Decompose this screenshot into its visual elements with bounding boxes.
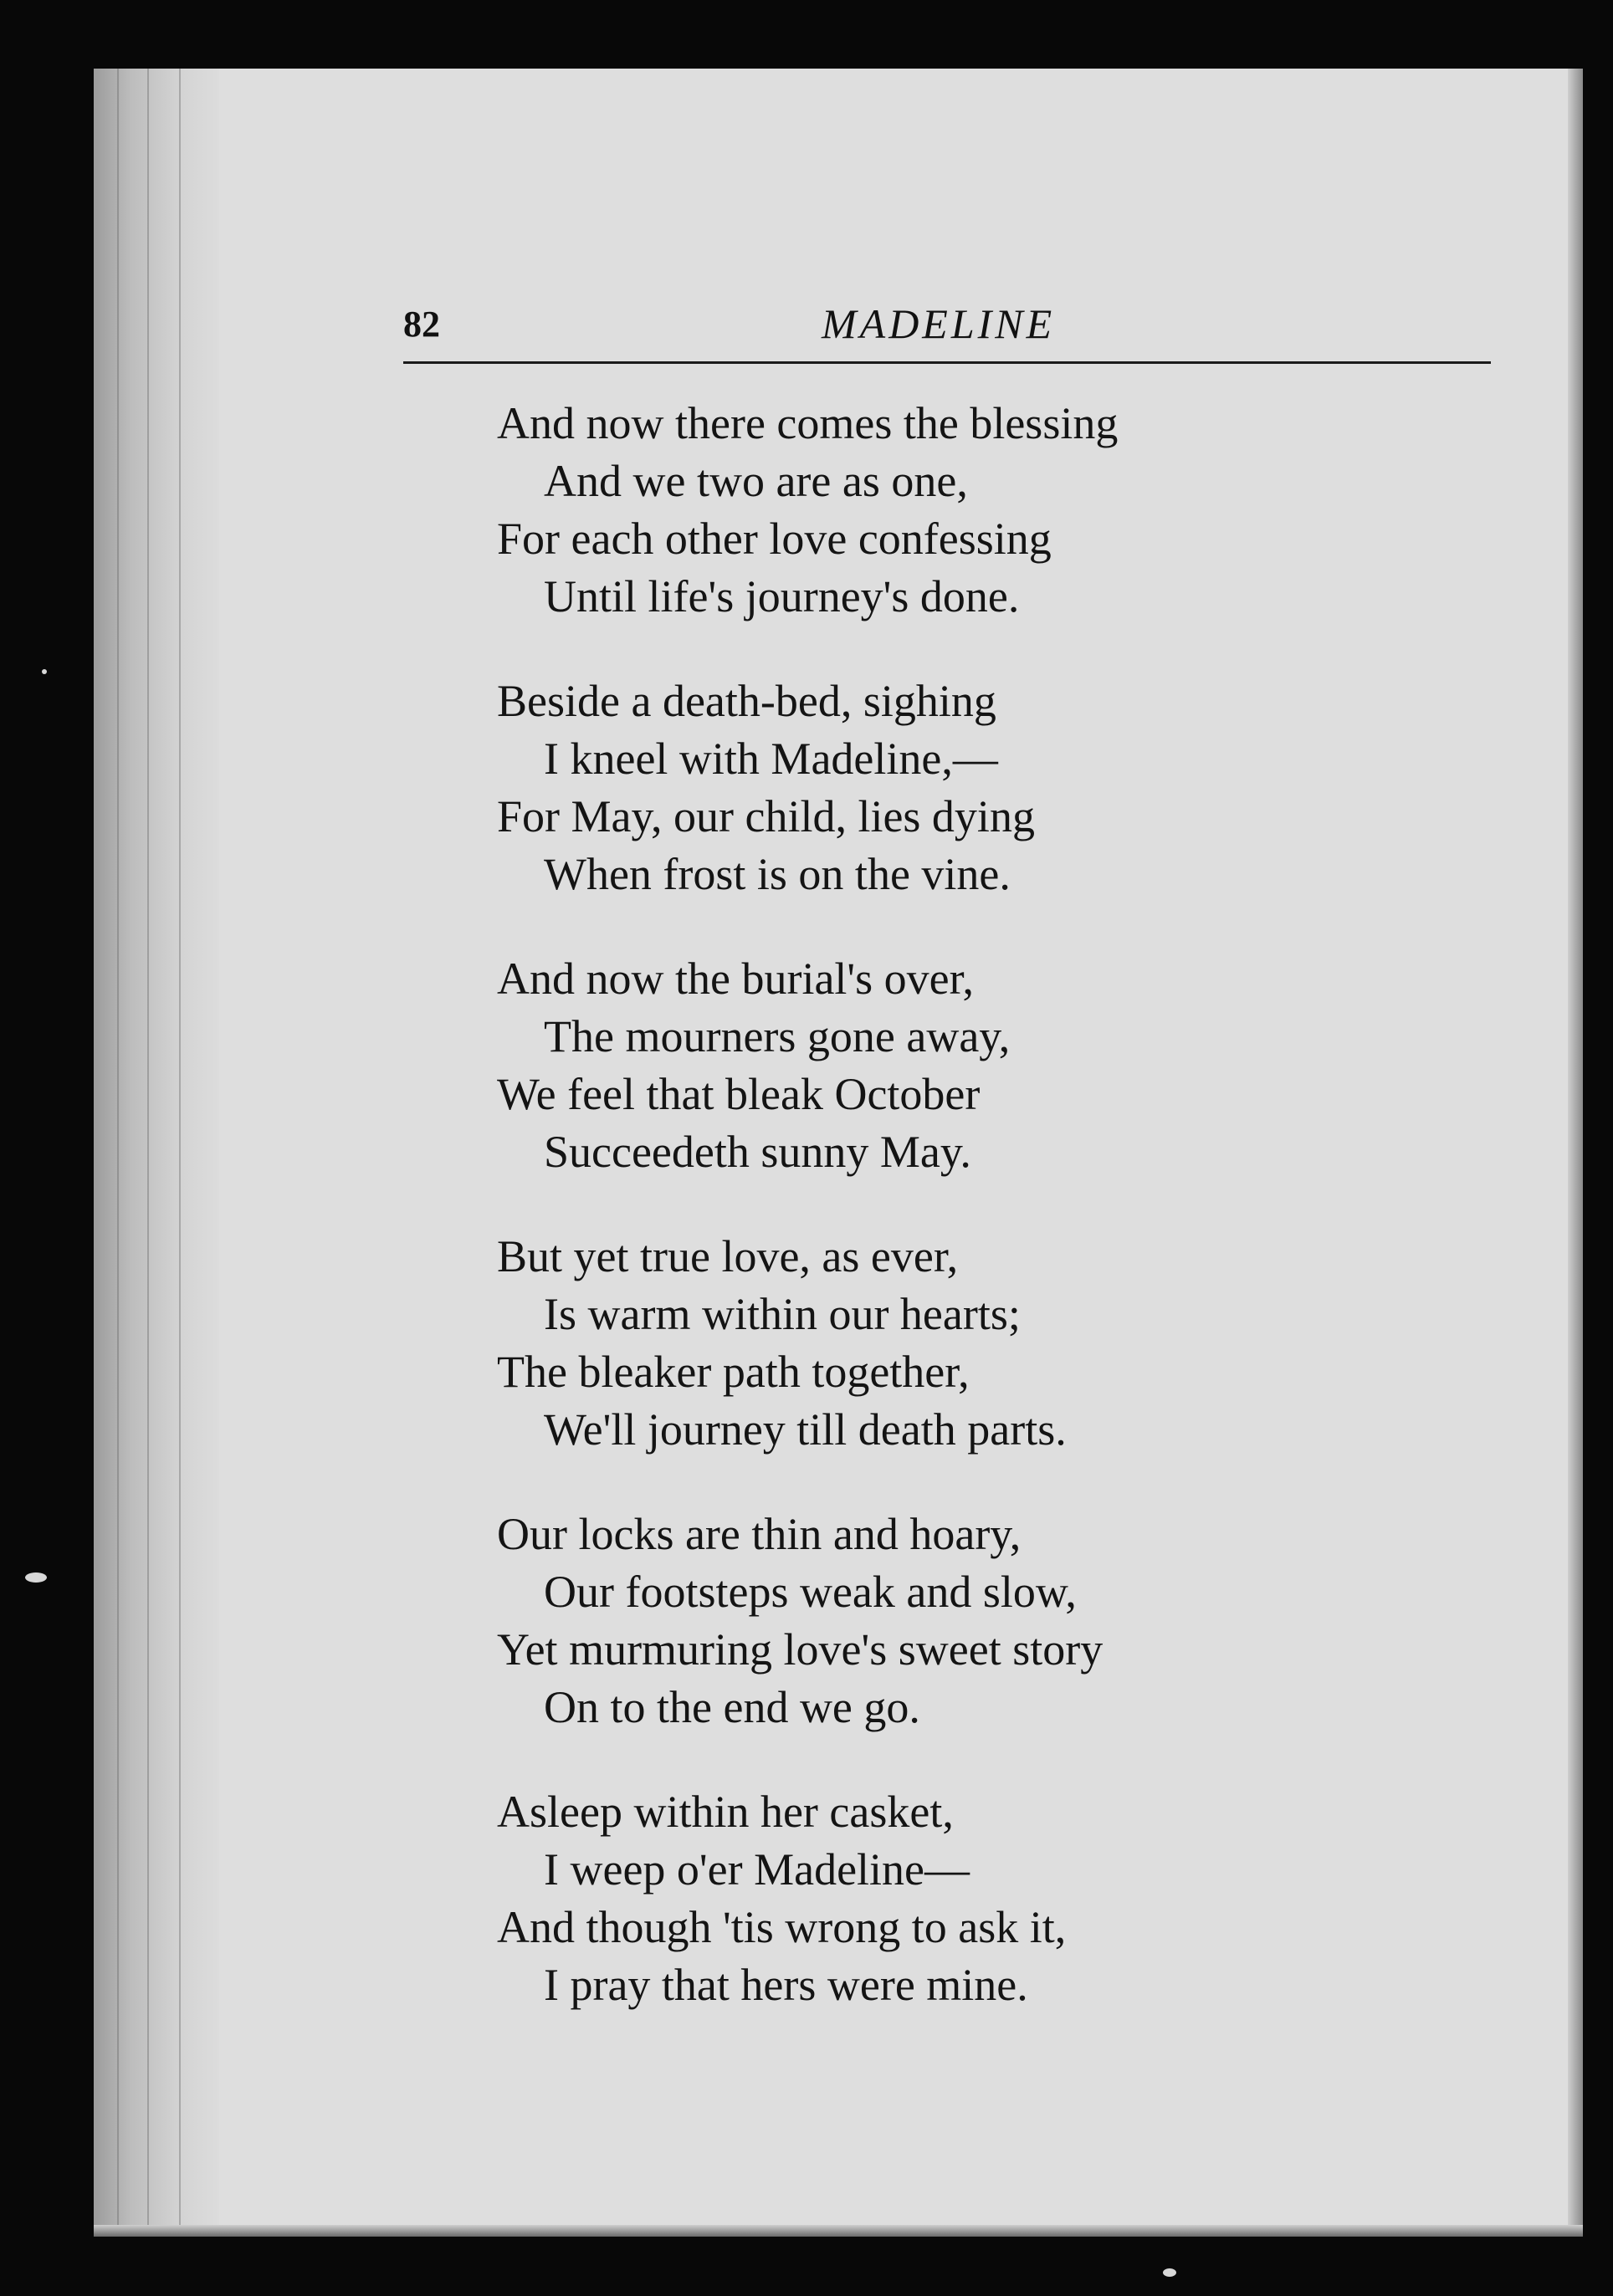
dust-speck <box>1163 2268 1176 2277</box>
poem-line: On to the end we go. <box>544 1682 920 1732</box>
poem-line: But yet true love, as ever, <box>497 1231 959 1281</box>
gutter-line <box>117 69 119 2237</box>
poem-stanza <box>497 672 1417 903</box>
poem-line: I pray that hers were mine. <box>544 1960 1028 2010</box>
poem-line: Yet murmuring love's sweet story <box>497 1624 1103 1675</box>
header-rule <box>403 361 1491 364</box>
running-title: MADELINE <box>822 300 1056 347</box>
poem-stanza <box>497 950 1417 1181</box>
poem-line: And now the burial's over, <box>497 954 974 1004</box>
page-edge-right <box>1568 69 1583 2237</box>
poem-line: When frost is on the vine. <box>544 849 1011 899</box>
poem-line: I weep o'er Madeline— <box>544 1844 970 1895</box>
poem-line: Our locks are thin and hoary, <box>497 1509 1022 1559</box>
poem-line: Succeedeth sunny May. <box>544 1127 971 1177</box>
poem-stanza <box>497 1506 1417 1736</box>
poem-line: And we two are as one, <box>544 456 968 506</box>
poem-line: The mourners gone away, <box>544 1011 1011 1061</box>
poem-line: Asleep within her casket, <box>497 1787 954 1837</box>
poem-stanza <box>497 1228 1417 1459</box>
poem-line: Until life's journey's done. <box>544 571 1020 621</box>
dust-speck <box>42 669 47 674</box>
poem-line: And though 'tis wrong to ask it, <box>497 1902 1067 1952</box>
page-number: 82 <box>403 304 440 345</box>
book-gutter <box>94 69 219 2237</box>
poem-line: For May, our child, lies dying <box>497 791 1035 841</box>
poem-line: I kneel with Madeline,— <box>544 734 998 784</box>
poem-line: We feel that bleak October <box>497 1069 981 1119</box>
poem-line: Our footsteps weak and slow, <box>544 1567 1077 1617</box>
poem-line: We'll journey till death parts. <box>544 1404 1067 1455</box>
poem-line: For each other love confessing <box>497 514 1052 564</box>
page-header <box>403 300 1491 353</box>
dust-speck <box>25 1572 47 1583</box>
page-edge-bottom <box>94 2225 1583 2237</box>
poem-line: And now there comes the blessing <box>497 398 1119 448</box>
gutter-line <box>147 69 149 2237</box>
poem-stanza <box>497 395 1417 626</box>
poem-stanza <box>497 1783 1417 2014</box>
poem-body <box>497 395 1417 2014</box>
gutter-line <box>179 69 181 2237</box>
poem-line: Beside a death-bed, sighing <box>497 676 996 726</box>
poem-line: The bleaker path together, <box>497 1347 970 1397</box>
poem-line: Is warm within our hearts; <box>544 1289 1021 1339</box>
